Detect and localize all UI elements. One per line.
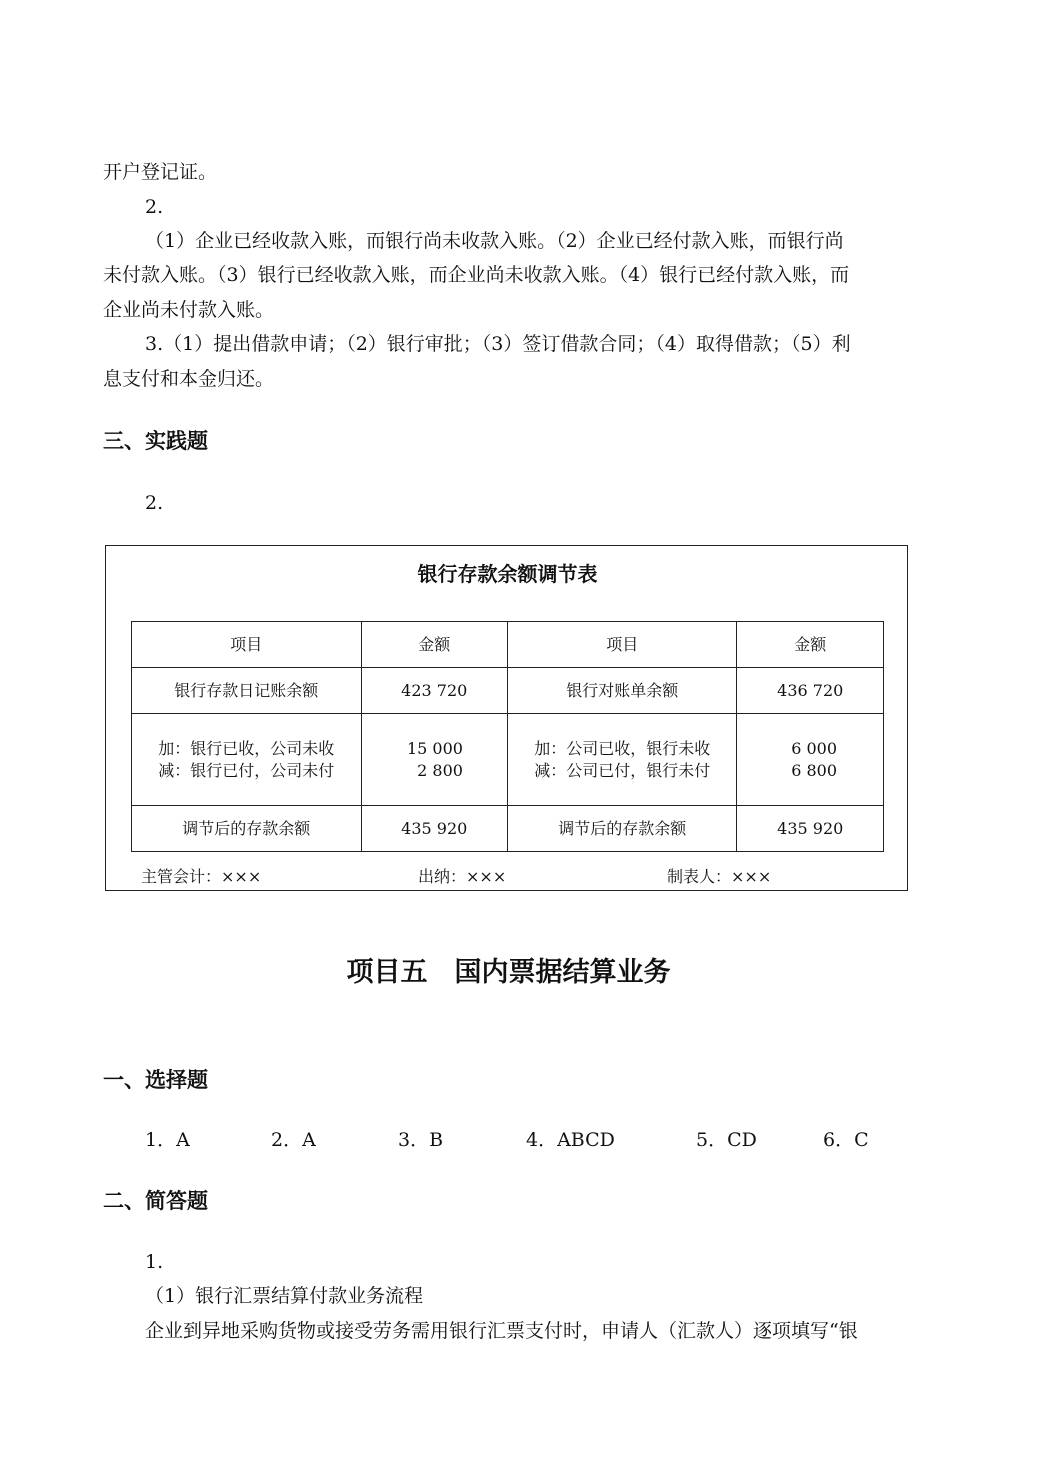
- table-cell: 银行对账单余额: [507, 668, 737, 714]
- signature-supervisor: 主管会计：×××: [141, 867, 262, 886]
- table-cell: 银行存款日记账余额: [132, 668, 362, 714]
- section-heading-choice: 一、选择题: [103, 1068, 208, 1092]
- table-cell: 436 720: [737, 668, 884, 714]
- table-title: 银行存款余额调节表: [417, 562, 598, 586]
- table-cell: 423 720: [361, 668, 507, 714]
- reconciliation-box: [105, 545, 908, 891]
- list-number: 1.: [145, 1251, 164, 1273]
- table-cell: 调节后的存款余额: [507, 806, 737, 852]
- table-cell: 调节后的存款余额: [132, 806, 362, 852]
- table-cell: [737, 714, 884, 806]
- table-row: [132, 668, 884, 714]
- header-cell: 项目: [132, 622, 362, 668]
- section-heading-practice: 三、实践题: [103, 429, 208, 453]
- adjust-amount: 2 800: [417, 760, 463, 780]
- sub-title: （1）银行汇票结算付款业务流程: [145, 1285, 424, 1307]
- answer-item: 6．C: [823, 1129, 869, 1151]
- text-line: 企业到异地采购货物或接受劳务需用银行汇票支付时，申请人（汇款人）逐项填写“银: [145, 1320, 858, 1342]
- text-line: （1）企业已经收款入账，而银行尚未收款入账。（2）企业已经付款入账，而银行尚: [145, 230, 844, 252]
- answer-item: 4．ABCD: [526, 1129, 615, 1151]
- answer-item: 1．A: [145, 1129, 190, 1151]
- table-cell: 435 920: [361, 806, 507, 852]
- text-line: 企业尚未付款入账。: [103, 299, 275, 321]
- table-cell: [507, 714, 737, 806]
- table-cell: [132, 714, 362, 806]
- adjust-label: 减：银行已付，公司未付: [158, 760, 335, 780]
- text-line: 开户登记证。: [103, 161, 218, 183]
- header-cell: 金额: [361, 622, 507, 668]
- table-header-row: [132, 622, 884, 668]
- text-line: 息支付和本金归还。: [103, 368, 275, 390]
- table-row: [132, 714, 884, 806]
- table-row: [132, 806, 884, 852]
- adjust-amount: 6 800: [791, 760, 837, 780]
- table-cell: 435 920: [737, 806, 884, 852]
- adjust-label: 加：公司已收，银行未收: [534, 738, 711, 758]
- header-cell: 金额: [737, 622, 884, 668]
- adjust-label: 减：公司已付，银行未付: [534, 760, 711, 780]
- adjust-amount: 6 000: [791, 738, 837, 758]
- section-heading-short: 二、简答题: [103, 1189, 208, 1213]
- adjust-amount: 15 000: [406, 738, 463, 758]
- header-cell: 项目: [507, 622, 737, 668]
- text-line: 3.（1）提出借款申请；（2）银行审批；（3）签订借款合同；（4）取得借款；（5）利: [145, 333, 851, 355]
- list-number: 2.: [145, 492, 164, 514]
- answer-item: 5．CD: [696, 1129, 757, 1151]
- signature-preparer: 制表人：×××: [667, 867, 772, 886]
- list-number: 2.: [145, 196, 164, 218]
- text-line: 未付款入账。（3）银行已经收款入账，而企业尚未收款入账。（4）银行已经付款入账，而: [103, 264, 850, 286]
- signature-cashier: 出纳：×××: [418, 867, 507, 886]
- answer-item: 3．B: [398, 1129, 444, 1151]
- chapter-title: 项目五 国内票据结算业务: [346, 957, 671, 988]
- table-cell: [361, 714, 507, 806]
- reconciliation-table: [131, 621, 884, 852]
- adjust-label: 加：银行已收，公司未收: [158, 738, 335, 758]
- answer-item: 2．A: [271, 1129, 316, 1151]
